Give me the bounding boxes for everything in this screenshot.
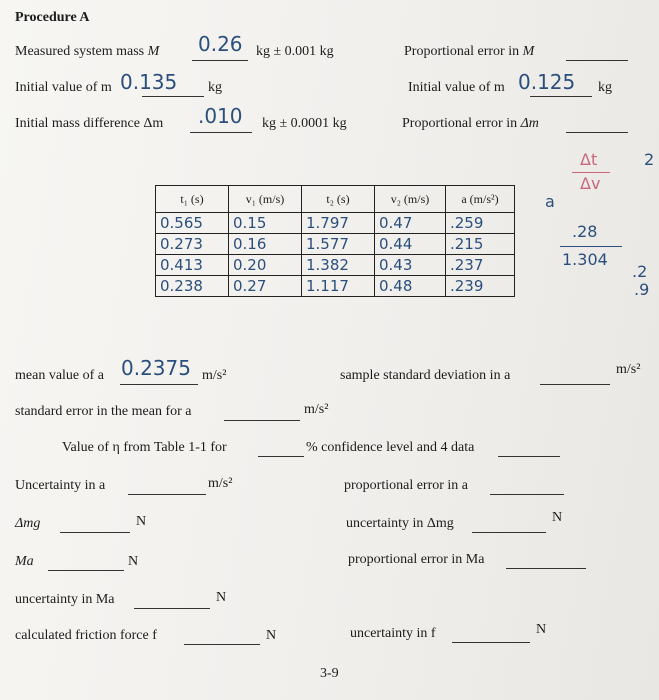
mass-difference-blank[interactable] [190,132,252,133]
cell[interactable]: 0.413 [156,255,229,276]
proportional-error-a-blank[interactable] [490,494,564,495]
initial-m2-unit: kg [598,80,612,95]
uncertainty-dmg-blank[interactable] [472,532,546,533]
initial-m1-label: Initial value of m [15,80,112,95]
sample-std-dev-unit: m/s² [616,362,641,377]
uncertainty-dmg-label: uncertainty in Δmg [346,516,454,531]
cell[interactable]: 0.47 [375,213,446,234]
uncertainty-ma-unit: N [216,590,227,605]
dmg-label: Δmg [15,516,41,531]
system-mass-value: 0.26 [198,32,243,56]
margin-fraction-bottom: 1.304 [562,250,608,269]
margin-corner-note: 2 [644,150,655,169]
uncertainty-a-unit: m/s² [208,476,233,491]
cell[interactable]: 0.565 [156,213,229,234]
friction-force-label: calculated friction force f [15,628,157,643]
uncertainty-a-blank[interactable] [128,494,206,495]
sample-std-dev-label: sample standard deviation in a [340,368,511,383]
ma-unit: N [128,554,139,569]
uncertainty-dmg-unit: N [552,510,563,525]
cell[interactable]: 0.48 [375,276,446,297]
table-row [156,276,515,297]
data-table [155,185,515,297]
margin-fraction-top: .28 [572,222,598,241]
table-row [156,213,515,234]
table-row [156,255,515,276]
mass-difference-value: .010 [198,104,243,128]
friction-force-blank[interactable] [184,644,260,645]
dmg-unit: N [136,514,147,529]
std-error-blank[interactable] [224,420,300,421]
cell[interactable]: 0.238 [156,276,229,297]
margin-formula-lhs: a [545,192,555,211]
initial-m1-blank[interactable] [142,96,204,97]
mean-a-value: 0.2375 [121,356,191,380]
system-mass-blank[interactable] [192,60,248,61]
initial-m2-blank[interactable] [530,96,592,97]
cell[interactable]: 1.797 [302,213,375,234]
uncertainty-ma-label: uncertainty in Ma [15,592,115,607]
sample-std-dev-blank[interactable] [540,384,610,385]
friction-force-unit: N [266,628,277,643]
initial-m1-value: 0.135 [120,70,178,94]
ma-blank[interactable] [48,570,124,571]
cell[interactable]: 0.27 [229,276,302,297]
margin-fraction-bar [560,246,622,247]
table-row [156,234,515,255]
proportional-error-ma-blank[interactable] [506,568,586,569]
cell[interactable]: 1.117 [302,276,375,297]
eta-blank[interactable] [258,456,304,457]
initial-m2-label: Initial value of m [408,80,505,95]
proportional-error-m-label: Proportional error in M [404,44,535,59]
page-number: 3-9 [320,666,339,681]
header-v1: v₁ (m/s) [229,186,302,213]
cell[interactable]: 0.16 [229,234,302,255]
std-error-label: standard error in the mean for a [15,404,192,419]
cell[interactable]: .239 [446,276,515,297]
procedure-heading: Procedure A [15,10,90,25]
margin-formula-top: Δt [580,150,598,169]
uncertainty-f-unit: N [536,622,547,637]
proportional-error-m-blank[interactable] [566,60,628,61]
std-error-unit: m/s² [304,402,329,417]
header-v2: v₂ (m/s) [375,186,446,213]
eta-value-blank[interactable] [498,456,560,457]
cell[interactable]: 0.15 [229,213,302,234]
header-t2: t₂ (s) [302,186,375,213]
header-a: a (m/s²) [446,186,515,213]
header-t1: t₁ (s) [156,186,229,213]
mean-a-blank[interactable] [120,384,198,385]
proportional-error-a-label: proportional error in a [344,478,469,493]
uncertainty-a-label: Uncertainty in a [15,478,106,493]
eta-suffix: % confidence level and 4 data [306,440,475,455]
cell[interactable]: 0.20 [229,255,302,276]
table-header-row [156,186,515,213]
uncertainty-ma-blank[interactable] [134,608,210,609]
initial-m1-unit: kg [208,80,222,95]
proportional-error-dm-label: Proportional error in Δm [402,116,539,131]
cell[interactable]: .259 [446,213,515,234]
ma-label: Ma [15,554,34,569]
mass-difference-label: Initial mass difference Δm [15,116,164,131]
mean-a-label: mean value of a [15,368,105,383]
cell[interactable]: 1.577 [302,234,375,255]
cell[interactable]: 0.43 [375,255,446,276]
system-mass-label: Measured system mass M [15,44,160,59]
cell[interactable]: .215 [446,234,515,255]
mass-difference-unit: kg ± 0.0001 kg [262,116,347,131]
cell[interactable]: .237 [446,255,515,276]
eta-label: Value of η from Table 1-1 for [62,440,227,455]
initial-m2-value: 0.125 [518,70,576,94]
uncertainty-f-blank[interactable] [452,642,530,643]
margin-note-right-2: .9 [634,280,650,299]
uncertainty-f-label: uncertainty in f [350,626,436,641]
dmg-blank[interactable] [60,532,130,533]
cell[interactable]: 0.273 [156,234,229,255]
system-mass-unit: kg ± 0.001 kg [256,44,334,59]
proportional-error-ma-label: proportional error in Ma [348,552,485,567]
margin-formula-bar [572,172,610,173]
proportional-error-dm-blank[interactable] [566,132,628,133]
cell[interactable]: 0.44 [375,234,446,255]
cell[interactable]: 1.382 [302,255,375,276]
mean-a-unit: m/s² [202,368,227,383]
margin-formula-bottom: Δv [580,174,601,193]
margin-note-right: .2 [632,262,648,281]
